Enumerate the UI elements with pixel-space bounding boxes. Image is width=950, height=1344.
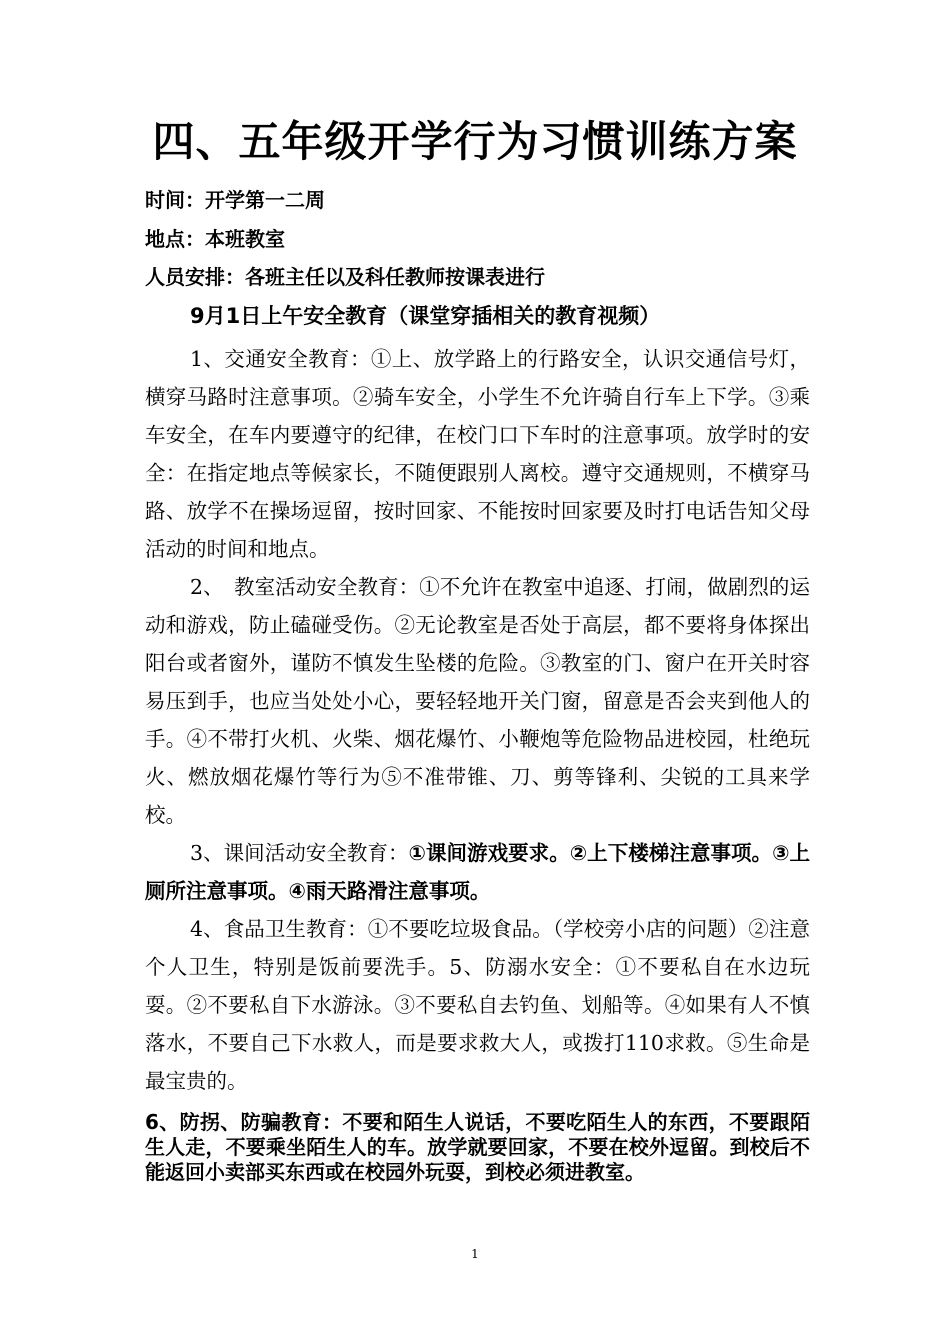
page-number: 1 (471, 1247, 479, 1261)
paragraph-recess-lead: 3、课间活动安全教育： (190, 841, 409, 865)
section-heading: 9月1日上午安全教育（课堂穿插相关的教育视频） (190, 304, 661, 328)
paragraph-food-water-safety: 4、食品卫生教育：①不要吃垃圾食品。（学校旁小店的问题）②注意个人卫生，特别是饭前要洗手。5、防溺水安全：①不要私自在水边玩耍。②不要私自下水游泳。③不要私自去钓鱼、划船等。④如果有人不慎落水，不要自己下水救人，而是要求救大人，或拨打110求救。⑤生命是最宝贵的。 (145, 917, 810, 1093)
paragraph-anti-abduction: 6、防拐、防骗教育：不要和陌生人说话，不要吃陌生人的东西，不要跟陌生人走，不要乘坐陌生人的车。放学就要回家，不要在校外逗留。到校后不能返回小卖部买东西或在校园外玩耍，到校必须进教室。 (145, 1110, 810, 1184)
paragraph-recess-safety (145, 834, 810, 910)
document-title: 四、五年级开学行为习惯训练方案 (152, 117, 798, 166)
place-line: 地点：本班教室 (145, 227, 285, 251)
time-line: 时间：开学第一二周 (145, 188, 325, 212)
staff-line: 人员安排：各班主任以及科任教师按课表进行 (145, 265, 545, 289)
paragraph-traffic-safety: 1、交通安全教育：①上、放学路上的行路安全，认识交通信号灯，横穿马路时注意事项。②骑车安全，小学生不允许骑自行车上下学。③乘车安全，在车内要遵守的纪律，在校门口下车时的注意事项。放学时的安全：在指定地点等候家长，不随便跟别人离校。遵守交通规则，不横穿马路、放学不在操场逗留，按时回家、不能按时回家要及时打电话告知父母活动的时间和地点。 (145, 347, 810, 561)
paragraph-recess-items: ①课间游戏要求。②上下楼梯注意事项。③上厕所注意事项。④雨天路滑注意事项。 (145, 841, 810, 903)
paragraph-classroom-safety: 2、 教室活动安全教育：①不允许在教室中追逐、打闹，做剧烈的运动和游戏，防止磕碰受伤。②无论教室是否处于高层，都不要将身体探出阳台或者窗外，谨防不慎发生坠楼的危险。③教室的门、窗户在开关时容易压到手，也应当处处小心，要轻轻地开关门窗，留意是否会夹到他人的手。④不带打火机、火柴、烟花爆竹、小鞭炮等危险物品进校园，杜绝玩火、燃放烟花爆竹等行为⑤不准带锥、刀、剪等锋利、尖锐的工具来学校。 (145, 575, 810, 827)
